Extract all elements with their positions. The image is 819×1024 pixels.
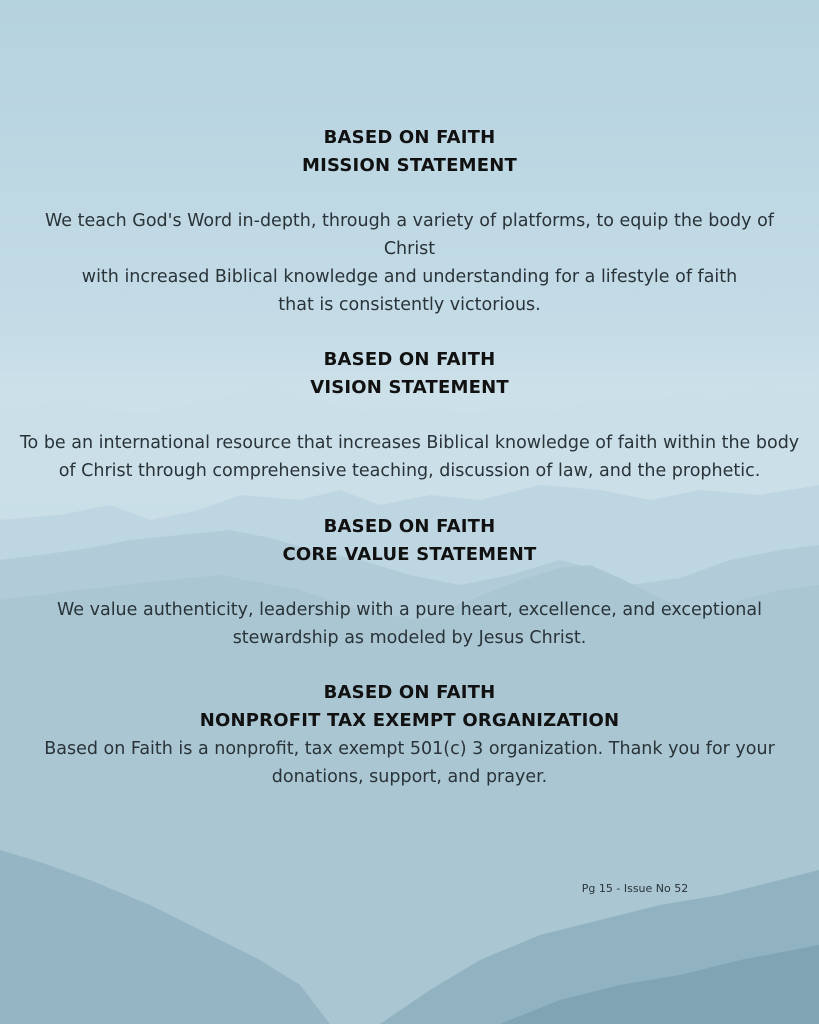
mission-heading: [0, 124, 819, 180]
vision-line-2: of Christ through comprehensive teaching, discussion of law, and the prophetic.: [58, 461, 761, 481]
mission-text: [0, 207, 819, 319]
mission-line-3: with increased Biblical knowledge and understanding for a lifestyle of faith: [81, 267, 738, 287]
core-value-heading: [0, 513, 819, 569]
nonprofit-line-1: Based on Faith is a nonprofit, tax exempt 501(c) 3 organization. Thank you for your: [44, 739, 775, 759]
core-value-text: [0, 596, 819, 652]
core-value-line-2: stewardship as modeled by Jesus Christ.: [232, 628, 587, 648]
mission-subtitle: MISSION STATEMENT: [302, 155, 517, 176]
vision-heading: [0, 346, 819, 402]
nonprofit-subtitle: NONPROFIT TAX EXEMPT ORGANIZATION: [199, 710, 620, 731]
core-value-title: BASED ON FAITH: [323, 516, 496, 537]
nonprofit-line-2: donations, support, and prayer.: [271, 767, 548, 787]
vision-subtitle: VISION STATEMENT: [310, 377, 509, 398]
vision-text: [0, 429, 819, 485]
vision-line-1: To be an international resource that increases Biblical knowledge of faith within the body: [19, 433, 800, 453]
vision-title: BASED ON FAITH: [323, 349, 496, 370]
nonprofit-text: [0, 735, 819, 791]
nonprofit-heading: [0, 679, 819, 735]
mission-line-1: We teach God's Word in-depth, through a variety of platforms, to equip the body of: [45, 211, 774, 231]
core-value-subtitle: CORE VALUE STATEMENT: [282, 544, 537, 565]
core-value-line-1: We value authenticity, leadership with a pure heart, excellence, and exceptional: [57, 600, 762, 620]
nonprofit-title: BASED ON FAITH: [323, 682, 496, 703]
mission-line-2: Christ: [383, 239, 436, 259]
page-footer: Pg 15 - Issue No 52: [581, 882, 689, 895]
mission-line-4: that is consistently victorious.: [278, 295, 541, 315]
mission-title: BASED ON FAITH: [323, 127, 496, 148]
